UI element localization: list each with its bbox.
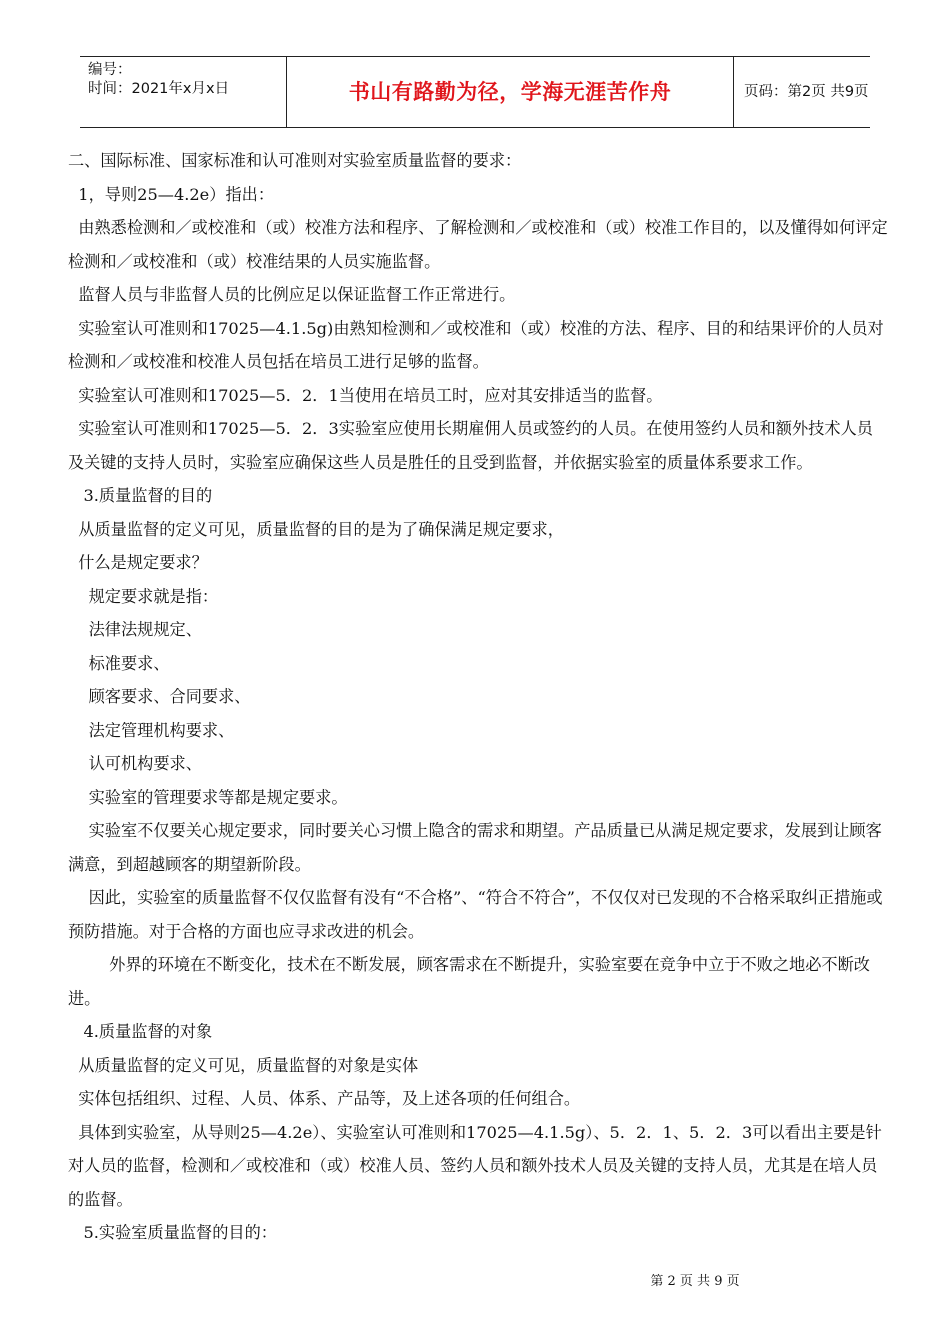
body-paragraph: 1，导则25—4.2e）指出： [68,184,275,204]
section-heading: 4.质量监督的对象 [68,1022,213,1041]
page-footer: 第 2 页 共 9 页 [650,1274,740,1289]
document-body [68,144,888,1250]
section-heading: 5.实验室质量监督的目的： [68,1223,277,1242]
list-item: 顾客要求、合同要求、 [68,687,251,706]
body-paragraph: 实验室认可准则和17025—4.1.5g)由熟知检测和／或校准和（或）校准的方法、程序、目的和结果评价的人员对检测和／或校准和校准人员包括在培员工进行足够的监督。 [68,318,884,371]
list-item: 标准要求、 [68,653,170,673]
body-paragraph: 实体包括组织、过程、人员、体系、产品等，及上述各项的任何组合。 [68,1089,581,1108]
header-meta [80,57,286,127]
page-header [80,56,870,128]
body-paragraph: 监督人员与非监督人员的比例应足以保证监督工作正常进行。 [68,285,516,304]
header-motto: 书山有路勤为径，学海无涯苦作舟 [286,57,734,127]
body-paragraph: 外界的环境在不断变化，技术在不断发展，顾客需求在不断提升，实验室要在竞争中立于不败之地必不断改进。 [68,955,870,1008]
body-paragraph: 实验室不仅要关心规定要求，同时要关心习惯上隐含的需求和期望。产品质量已从满足规定要求，发展到让顾客满意，到超越顾客的期望新阶段。 [68,821,882,874]
list-item: 实验室的管理要求等都是规定要求。 [68,787,348,807]
document-number-label: 编号： [88,62,132,78]
body-paragraph: 从质量监督的定义可见，质量监督的目的是为了确保满足规定要求， [68,519,564,539]
header-page-number: 页码：第2页 共9页 [744,84,869,100]
list-item: 法律法规规定、 [68,620,202,639]
body-paragraph: 实验室认可准则和17025—5．2．1当使用在培员工时，应对其安排适当的监督。 [68,385,663,405]
body-paragraph: 二、国际标准、国家标准和认可准则对实验室质量监督的要求： [68,151,522,170]
section-heading: 3.质量监督的目的 [68,486,213,505]
body-paragraph: 具体到实验室，从导则25—4.2e）、实验室认可准则和17025—4.1.5g）、5．2．1、5．2．3可以看出主要是针对人员的监督，检测和／或校准和（或）校准人员、签约人员和额外技术人员及关键的支持人员，尤其是在培人员的监督。 [68,1122,882,1209]
body-paragraph: 从质量监督的定义可见，质量监督的对象是实体 [68,1055,419,1075]
body-paragraph: 由熟悉检测和／或校准和（或）校准方法和程序、了解检测和／或校准和（或）校准工作目的，以及懂得如何评定检测和／或校准和（或）校准结果的人员实施监督。 [68,218,888,271]
document-time-label: 时间：2021年x月x日 [88,81,230,97]
body-paragraph: 什么是规定要求？ [68,553,208,572]
list-item: 认可机构要求、 [68,754,202,773]
body-paragraph: 因此，实验室的质量监督不仅仅监督有没有“不合格”、“符合不符合”，不仅仅对已发现的不合格采取纠正措施或预防措施。对于合格的方面也应寻求改进的机会。 [68,888,883,941]
body-paragraph: 实验室认可准则和17025—5．2．3实验室应使用长期雇佣人员或签约的人员。在使用签约人员和额外技术人员及关键的支持人员时，实验室应确保这些人员是胜任的且受到监督，并依据实验室的质量体系要求工作。 [68,419,873,472]
list-item: 法定管理机构要求、 [68,720,235,740]
list-intro: 规定要求就是指： [68,586,219,606]
